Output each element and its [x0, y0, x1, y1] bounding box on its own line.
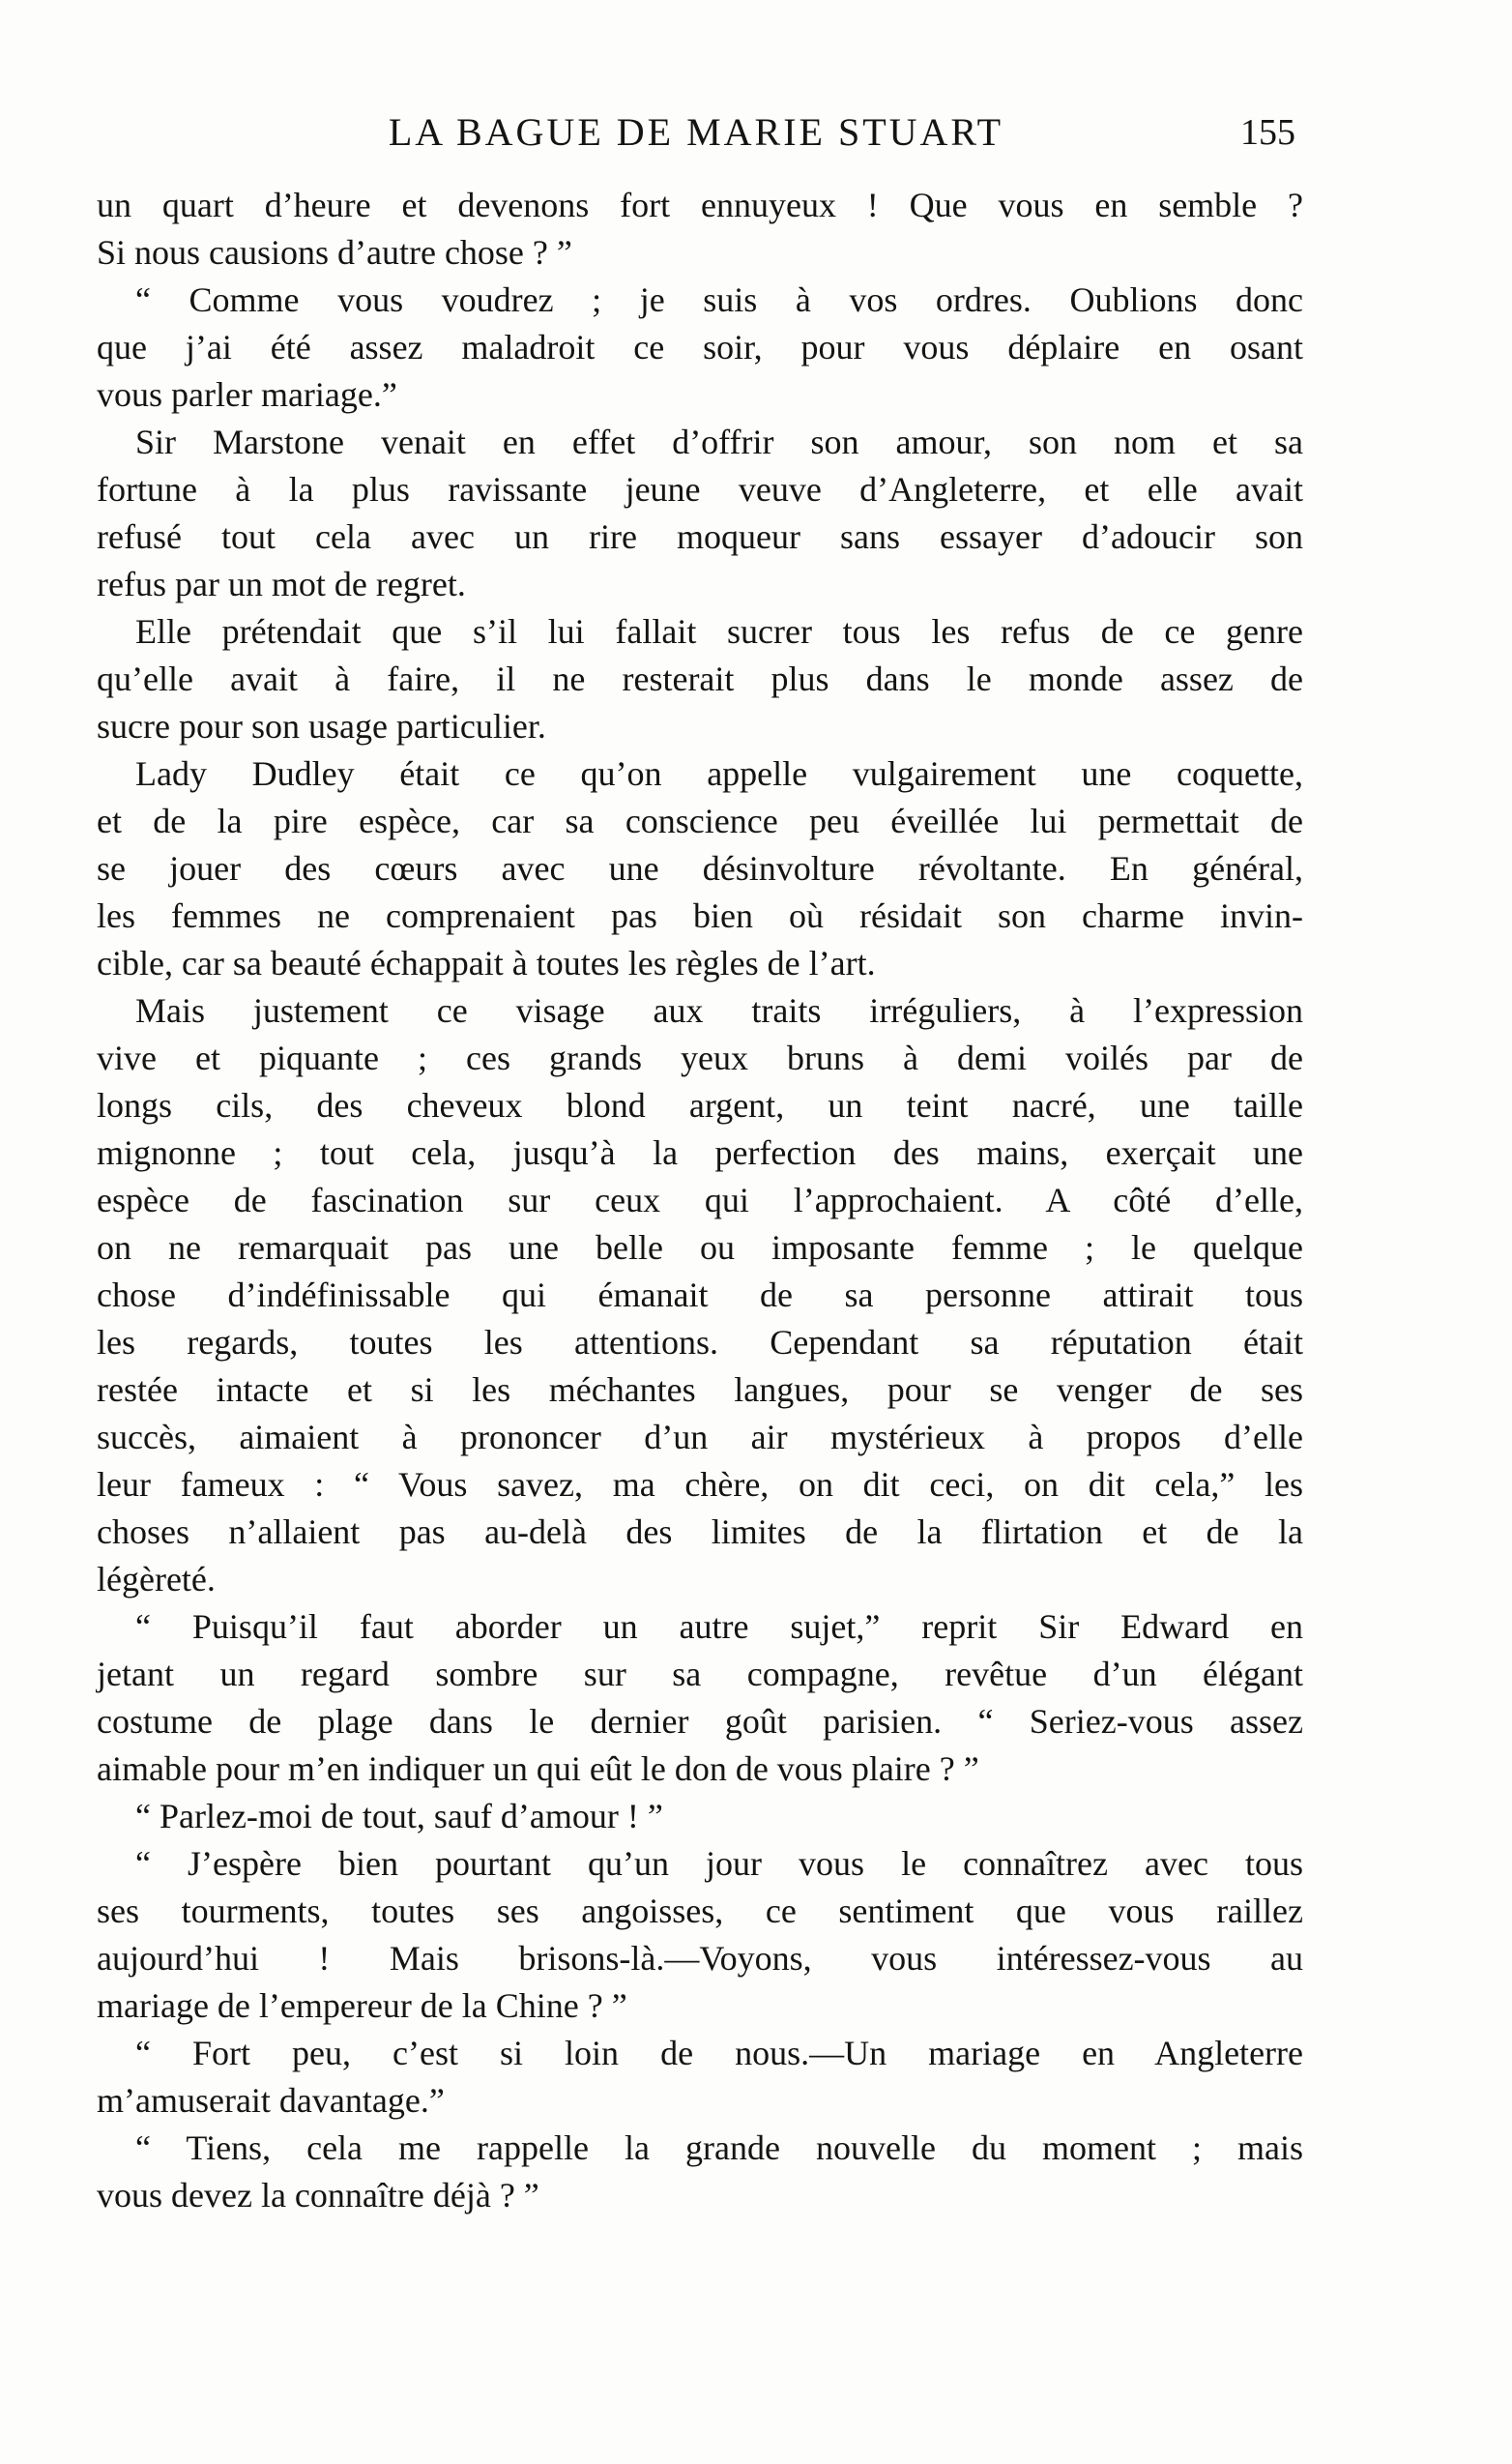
body-text: [97, 182, 1303, 2219]
text-line: vous parler mariage.”: [97, 375, 397, 414]
text-line: ses tourments, toutes ses angoisses, ce sentiment que vous raillez: [97, 1892, 1303, 1930]
text-line: “ Puisqu’il faut aborder un autre sujet,” reprit Sir Edward en: [135, 1607, 1303, 1646]
text-line: mariage de l’empereur de la Chine ? ”: [97, 1986, 627, 2025]
text-line: “ Comme vous voudrez ; je suis à vos ordres. Oublions donc: [135, 280, 1303, 319]
text-line: Sir Marstone venait en effet d’offrir son amour, son nom et sa: [135, 423, 1303, 461]
text-line: choses n’allaient pas au-delà des limites de la flirtation et de la: [97, 1512, 1303, 1551]
text-line: on ne remarquait pas une belle ou imposante femme ; le quelque: [97, 1228, 1303, 1267]
text-line: “ Fort peu, c’est si loin de nous.—Un mariage en Angleterre: [135, 2034, 1303, 2072]
text-line: vous devez la connaître déjà ? ”: [97, 2176, 539, 2215]
text-line: refusé tout cela avec un rire moqueur sans essayer d’adoucir son: [97, 517, 1303, 556]
text-line: Lady Dudley était ce qu’on appelle vulgairement une coquette,: [135, 754, 1303, 793]
text-line: Si nous causions d’autre chose ? ”: [97, 233, 572, 272]
text-line: refus par un mot de regret.: [97, 565, 466, 603]
text-line: cible, car sa beauté échappait à toutes les règles de l’art.: [97, 944, 876, 983]
text-line: mignonne ; tout cela, jusqu’à la perfection des mains, exerçait une: [97, 1133, 1303, 1172]
text-line: les femmes ne comprenaient pas bien où résidait son charme invin-: [97, 896, 1303, 935]
text-line: costume de plage dans le dernier goût parisien. “ Seriez-vous assez: [97, 1702, 1303, 1741]
text-line: se jouer des cœurs avec une désinvolture révoltante. En général,: [97, 849, 1303, 888]
text-line: “ Tiens, cela me rappelle la grande nouvelle du moment ; mais: [135, 2128, 1303, 2167]
text-line: Elle prétendait que s’il lui fallait sucrer tous les refus de ce genre: [135, 612, 1303, 651]
page-number: 155: [1240, 112, 1295, 153]
text-line: un quart d’heure et devenons fort ennuyeux ! Que vous en semble ?: [97, 186, 1303, 224]
text-line: aimable pour m’en indiquer un qui eût le don de vous plaire ? ”: [97, 1749, 979, 1788]
text-line: les regards, toutes les attentions. Cependant sa réputation était: [97, 1323, 1303, 1362]
running-head: [97, 108, 1295, 157]
text-line: longs cils, des cheveux blond argent, un teint nacré, une taille: [97, 1086, 1303, 1125]
text-line: chose d’indéfinissable qui émanait de sa personne attirait tous: [97, 1276, 1303, 1314]
text-line: aujourd’hui ! Mais brisons-là.—Voyons, vous intéressez-vous au: [97, 1939, 1303, 1978]
text-line: Mais justement ce visage aux traits irréguliers, à l’expression: [135, 991, 1303, 1030]
text-line: jetant un regard sombre sur sa compagne, revêtue d’un élégant: [97, 1655, 1303, 1693]
text-line: que j’ai été assez maladroit ce soir, pour vous déplaire en osant: [97, 328, 1303, 367]
text-line: restée intacte et si les méchantes langues, pour se venger de ses: [97, 1370, 1303, 1409]
text-line: “ J’espère bien pourtant qu’un jour vous le connaîtrez avec tous: [135, 1844, 1303, 1883]
text-line: leur fameux : “ Vous savez, ma chère, on dit ceci, on dit cela,” les: [97, 1465, 1303, 1504]
text-line: “ Parlez-moi de tout, sauf d’amour ! ”: [135, 1797, 663, 1835]
text-line: qu’elle avait à faire, il ne resterait plus dans le monde assez de: [97, 660, 1303, 698]
running-title: LA BAGUE DE MARIE STUART: [388, 110, 1004, 154]
text-line: et de la pire espèce, car sa conscience peu éveillée lui permettait de: [97, 802, 1303, 840]
text-line: sucre pour son usage particulier.: [97, 707, 546, 746]
text-line: vive et piquante ; ces grands yeux bruns à demi voilés par de: [97, 1039, 1303, 1077]
text-line: succès, aimaient à prononcer d’un air mystérieux à propos d’elle: [97, 1418, 1303, 1456]
text-line: fortune à la plus ravissante jeune veuve d’Angleterre, et elle avait: [97, 470, 1303, 509]
text-line: m’amuserait davantage.”: [97, 2081, 445, 2120]
text-line: légèreté.: [97, 1560, 216, 1599]
text-line: espèce de fascination sur ceux qui l’approchaient. A côté d’elle,: [97, 1181, 1303, 1219]
